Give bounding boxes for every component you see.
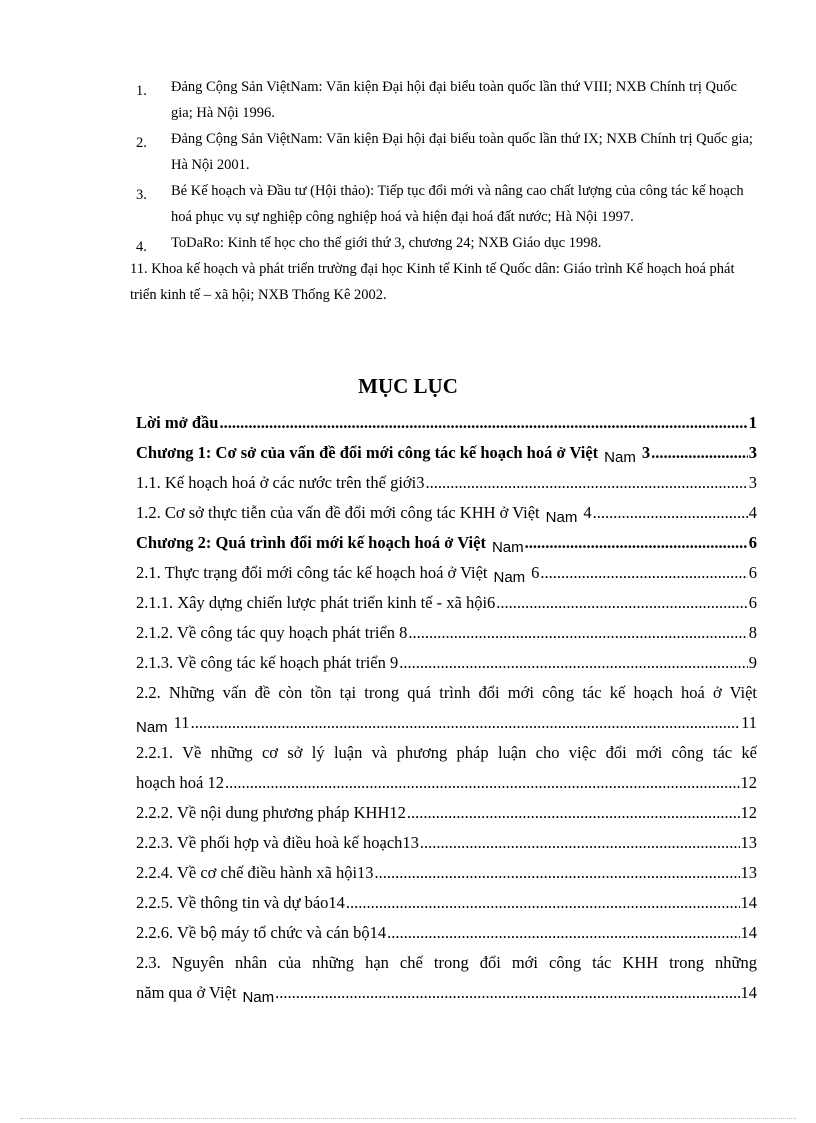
leader-dots [651, 438, 748, 468]
toc-page-number: 6 [748, 563, 757, 582]
toc-entry-nam: Nam [493, 569, 526, 586]
toc-entry-continuation-text: hoạch hoá 12 [136, 773, 224, 792]
toc-entry-ref: 4 [583, 503, 592, 522]
leader-dots [525, 528, 748, 558]
toc-entry-label: Chương 2: Quá trình đổi mới kế hoạch hoá ở Việt [136, 533, 486, 552]
toc-entry-label: Lời mở đầu [136, 413, 219, 432]
leader-dots [346, 888, 740, 918]
toc-entry[interactable] [136, 408, 757, 438]
toc-page-number: 14 [740, 923, 757, 942]
reference-item [136, 126, 756, 178]
toc-page-number: 4 [748, 503, 757, 522]
reference-text: Đảng Cộng Sản ViệtNam: Văn kiện Đại hội đại biểu toàn quốc lần thứ VIII; NXB Chính trị Quốc gia; Hà Nội 1996. [171, 79, 737, 121]
toc-entry-label: 2.3. Nguyên nhân của những hạn chế trong đổi mới công tác KHH trong những [136, 953, 757, 972]
toc-entry[interactable] [136, 888, 757, 918]
toc-page-number: 12 [740, 803, 757, 822]
toc-entry[interactable] [136, 468, 757, 498]
leader-dots [407, 798, 740, 828]
toc-entry-label: 1.2. Cơ sở thực tiễn của vấn đề đổi mới công tác KHH ở Việt [136, 503, 540, 522]
toc-page-number: 14 [740, 983, 757, 1002]
toc-page-number: 3 [748, 473, 757, 492]
reference-item [136, 74, 756, 126]
reference-item [130, 256, 756, 308]
toc-entry[interactable] [136, 558, 757, 588]
reference-number: 11. [130, 261, 148, 277]
toc-entry[interactable] [136, 498, 757, 528]
toc-entry-label: 2.2.2. Về nội dung phương pháp KHH12 [136, 803, 406, 822]
toc-page-number: 11 [741, 713, 757, 732]
toc-entry-label: 2.1.1. Xây dựng chiến lược phát triển kinh tế - xã hội6 [136, 593, 496, 612]
reference-number: 3. [136, 187, 147, 203]
toc-page-number: 13 [740, 863, 757, 882]
reference-number: 2. [136, 135, 147, 151]
toc-entry-nam: Nam [242, 989, 275, 1006]
leader-dots [191, 708, 741, 738]
toc-entry[interactable] [136, 618, 757, 648]
reference-item [136, 230, 756, 256]
reference-list [130, 74, 756, 308]
leader-dots [593, 498, 748, 528]
toc-entry-continuation [136, 978, 757, 1008]
toc-entry[interactable] [136, 918, 757, 948]
page-bottom-rule [20, 1118, 796, 1119]
leader-dots [408, 618, 747, 648]
toc-entry[interactable] [136, 528, 757, 558]
reference-number: 1. [136, 83, 147, 99]
toc-entry[interactable] [136, 828, 757, 858]
toc-entry-label: 2.1.2. Về công tác quy hoạch phát triển 8 [136, 623, 408, 642]
toc-entry-continuation [136, 708, 757, 738]
toc-page-number: 13 [740, 833, 757, 852]
toc-page-number: 9 [748, 653, 757, 672]
toc-entry[interactable] [136, 438, 757, 468]
leader-dots [387, 918, 739, 948]
toc-entry-label: 2.2.5. Về thông tin và dự báo14 [136, 893, 345, 912]
leader-dots [420, 828, 740, 858]
toc-entry[interactable] [136, 798, 757, 828]
toc-entry-label: 2.1. Thực trạng đổi mới công tác kế hoạch hoá ở Việt [136, 563, 488, 582]
toc-page-number: 6 [748, 533, 757, 552]
reference-text: Khoa kế hoạch và phát triển trường đại học Kinh tế Kinh tế Quốc dân: Giáo trình Kế hoạch hoá phát triển kinh tế – xã hội; NXB Thống Kê 2002. [130, 261, 735, 303]
toc-entry-nam: Nam [604, 449, 636, 466]
toc-entry-nam: Nam [545, 509, 578, 526]
leader-dots [375, 858, 740, 888]
toc-entry-continuation-text: năm qua ở Việt [136, 983, 237, 1002]
table-of-contents [136, 408, 757, 1008]
toc-entry-ref: 6 [531, 563, 540, 582]
reference-text: Đảng Cộng Sản ViệtNam: Văn kiện Đại hội đại biểu toàn quốc lần thứ IX; NXB Chính trị Quốc gia; Hà Nội 2001. [171, 131, 753, 173]
leader-dots [399, 648, 748, 678]
toc-page-number: 8 [748, 623, 757, 642]
reference-text: Bé Kế hoạch và Đầu tư (Hội thảo): Tiếp tục đổi mới và nâng cao chất lượng của công tác kế hoạch hoá phục vụ sự nghiệp công nghiệp hoá và hiện đại hoá đất nước; Hà Nội 1997. [171, 183, 744, 225]
leader-dots [219, 408, 747, 438]
toc-page-number: 6 [748, 593, 757, 612]
leader-dots [540, 558, 747, 588]
toc-page-number: 12 [740, 773, 757, 792]
toc-entry[interactable] [136, 648, 757, 678]
reference-number: 4. [136, 239, 147, 255]
toc-entry[interactable] [136, 948, 757, 1008]
reference-item [136, 178, 756, 230]
toc-entry[interactable] [136, 858, 757, 888]
toc-entry-nam: Nam [491, 539, 524, 556]
toc-entry-nam: Nam [136, 719, 168, 736]
toc-entry-label: Chương 1: Cơ sở của vấn đề đổi mới công tác kế hoạch hoá ở Việt [136, 443, 599, 462]
toc-page-number: 3 [748, 443, 757, 462]
toc-entry-ref: 3 [641, 443, 651, 462]
toc-entry-continuation [136, 768, 757, 798]
toc-title: MỤC LỤC [358, 374, 458, 398]
toc-entry-label: 2.2. Những vấn đề còn tồn tại trong quá trình đổi mới công tác kế hoạch hoá ở Việt [136, 683, 757, 702]
toc-entry[interactable] [136, 678, 757, 738]
leader-dots [425, 468, 747, 498]
leader-dots [496, 588, 747, 618]
toc-entry[interactable] [136, 738, 757, 798]
toc-entry-label: 2.2.3. Về phối hợp và điều hoà kế hoạch13 [136, 833, 419, 852]
toc-page-number: 14 [740, 893, 757, 912]
toc-entry-label: 2.2.6. Về bộ máy tổ chức và cán bộ14 [136, 923, 387, 942]
toc-entry[interactable] [136, 588, 757, 618]
toc-entry-label: 2.1.3. Về công tác kế hoạch phát triển 9 [136, 653, 399, 672]
toc-entry-label: 1.1. Kế hoạch hoá ở các nước trên thế giới3 [136, 473, 425, 492]
reference-text: ToDaRo: Kinh tế học cho thế giới thứ 3, chương 24; NXB Giáo dục 1998. [171, 235, 602, 251]
toc-entry-ref: 11 [173, 713, 190, 732]
leader-dots [275, 978, 739, 1008]
toc-entry-label: 2.2.4. Về cơ chế điều hành xã hội13 [136, 863, 374, 882]
toc-entry-label: 2.2.1. Về những cơ sở lý luận và phương pháp luận cho việc đổi mới công tác kế [136, 743, 757, 762]
leader-dots [225, 768, 740, 798]
toc-page-number: 1 [748, 413, 757, 432]
